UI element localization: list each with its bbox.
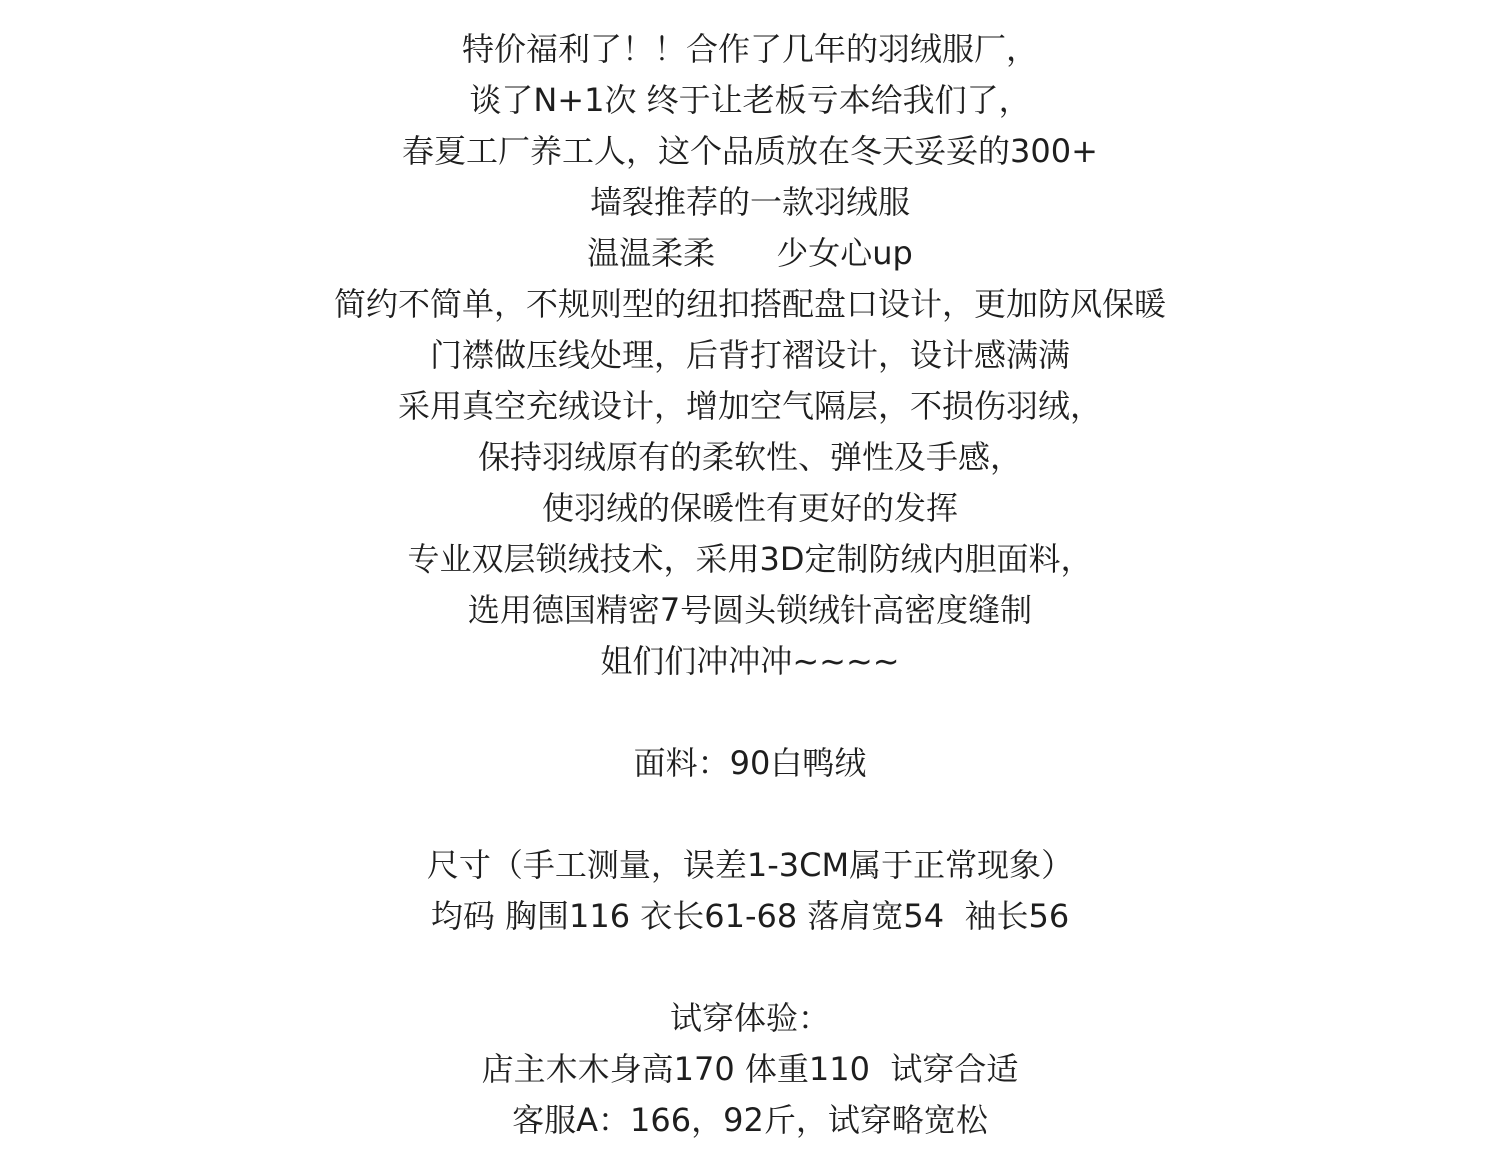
intro-line-7: 门襟做压线处理，后背打褶设计，设计感满满 (429, 336, 1070, 374)
intro-line-11: 专业双层锁绒技术，采用3D定制防绒内胆面料， (407, 540, 1093, 578)
intro-line-9: 保持羽绒原有的柔软性、弹性及手感， (477, 438, 1022, 476)
intro-line-12: 选用德国精密7号圆头锁绒针高密度缝制 (467, 591, 1033, 629)
spacer (0, 789, 1500, 840)
intro-line-3: 春夏工厂养工人，这个品质放在冬天妥妥的300+ (402, 132, 1098, 170)
spacer (0, 942, 1500, 993)
intro-line-8: 采用真空充绒设计，增加空气隔层，不损伤羽绒， (397, 387, 1102, 425)
tryon-item-1: 店主木木身高170 体重110 试穿合适 (481, 1050, 1019, 1088)
intro-line-6: 简约不简单，不规则型的纽扣搭配盘口设计，更加防风保暖 (333, 285, 1166, 323)
intro-line-4: 墙裂推荐的一款羽绒服 (589, 183, 910, 221)
spacer (0, 687, 1500, 738)
intro-line-2: 谈了N+1次 终于让老板亏本给我们了， (469, 81, 1031, 119)
product-description (0, 24, 1500, 1146)
intro-line-10: 使羽绒的保暖性有更好的发挥 (541, 489, 958, 527)
size-detail: 均码 胸围116 衣长61-68 落肩宽54 袖长56 (430, 897, 1070, 935)
size-title: 尺寸（手工测量，误差1-3CM属于正常现象） (426, 846, 1074, 884)
intro-line-1: 特价福利了！！合作了几年的羽绒服厂， (461, 30, 1038, 68)
intro-line-5: 温温柔柔 少女心up (587, 234, 913, 272)
tryon-item-2: 客服A：166，92斤，试穿略宽松 (512, 1101, 988, 1139)
tryon-title: 试穿体验： (669, 999, 830, 1037)
intro-line-13: 姐们们冲冲冲~~~~ (600, 642, 900, 680)
fabric-line: 面料：90白鸭绒 (633, 744, 867, 782)
